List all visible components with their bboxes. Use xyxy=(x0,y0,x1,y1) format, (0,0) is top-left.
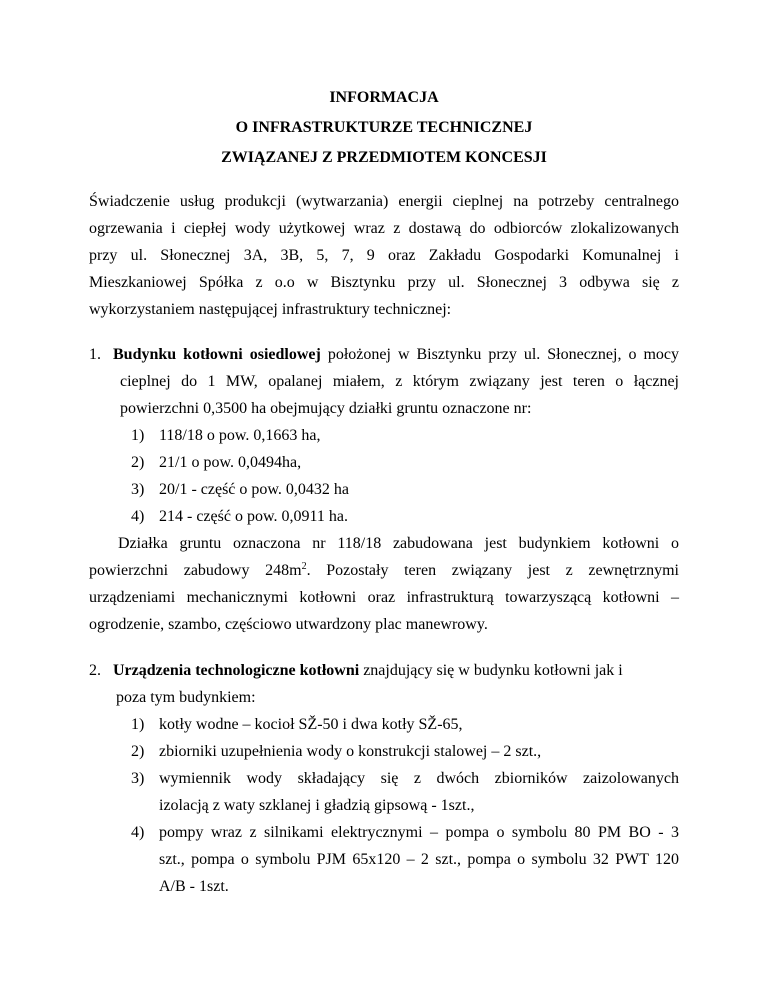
section-2-bold: Urządzenia technologiczne kotłowni xyxy=(113,662,360,679)
section-2-heading xyxy=(113,661,623,681)
s2-item-4-line-2: szt., pompa o symbolu PJM 65x120 – 2 szt., pompa o symbolu 32 PWT 120 xyxy=(159,851,679,868)
s1-item-4-number: 4) xyxy=(131,508,145,525)
s2-item-3-line-2: izolacją z waty szklanej i gładzią gipsową - 1szt., xyxy=(159,797,475,814)
intro-line-4: Mieszkaniowej Spółka z o.o w Bisztynku przy ul. Słonecznej 3 odbywa się z xyxy=(89,274,679,291)
s2-item-2-number: 2) xyxy=(131,743,145,760)
intro-line-5: wykorzystaniem następującej infrastruktury technicznej: xyxy=(89,301,452,318)
section-1-line-3: powierzchni 0,3500 ha obejmujący działki gruntu oznaczone nr: xyxy=(120,400,532,417)
intro-line-1: Świadczenie usług produkcji (wytwarzania) energii cieplnej na potrzeby centralnego xyxy=(89,193,679,210)
section-1-heading xyxy=(113,345,679,365)
s1-para-line-4: ogrodzenie, szambo, częściowo utwardzony plac manewrowy. xyxy=(89,616,488,633)
s1-item-1-text: 118/18 o pow. 0,1663 ha, xyxy=(159,427,321,444)
title-line-1: INFORMACJA xyxy=(329,89,439,106)
s1-item-3-text: 20/1 - część o pow. 0,0432 ha xyxy=(159,481,350,498)
section-1-number: 1. xyxy=(89,346,101,363)
s2-item-3-line-1: wymiennik wody składający się z dwóch zbiorników zaizolowanych xyxy=(159,770,679,787)
section-1-line-2: cieplnej do 1 MW, opalanej miałem, z którym związany jest teren o łącznej xyxy=(120,373,679,390)
s2-item-1-text: kotły wodne – kocioł SŽ-50 i dwa kotły SŽ-65, xyxy=(159,716,463,733)
s2-item-4-line-3: A/B - 1szt. xyxy=(159,878,229,895)
s2-item-2-text: zbiorniki uzupełnienia wody o konstrukcji stalowej – 2 szt., xyxy=(159,743,542,760)
s2-item-4-number: 4) xyxy=(131,824,145,841)
s1-para-line-3: urządzeniami mechanicznymi kotłowni oraz infrastrukturą towarzyszącą kotłowni – xyxy=(89,589,679,606)
section-2-line-2: poza tym budynkiem: xyxy=(116,689,256,706)
s2-item-3-number: 3) xyxy=(131,770,145,787)
intro-line-3: przy ul. Słonecznej 3A, 3B, 5, 7, 9 oraz Zakładu Gospodarki Komunalnej i xyxy=(89,247,679,264)
intro-line-2: ogrzewania i ciepłej wody użytkowej wraz z dostawą do odbiorców zlokalizowanych xyxy=(89,220,679,237)
s1-item-4-text: 214 - część o pow. 0,0911 ha. xyxy=(159,508,348,525)
s1-para-line-1: Działka gruntu oznaczona nr 118/18 zabudowana jest budynkiem kotłowni o xyxy=(118,535,679,552)
s1-para-line-2-pre: powierzchni zabudowy 248m xyxy=(89,562,302,579)
s1-item-1-number: 1) xyxy=(131,427,145,444)
s1-item-3-number: 3) xyxy=(131,481,145,498)
s2-item-4-line-1: pompy wraz z silnikami elektrycznymi – pompa o symbolu 80 PM BO - 3 xyxy=(159,824,679,841)
s2-item-1-number: 1) xyxy=(131,716,145,733)
s1-para-line-2-post: . Pozostały teren związany jest z zewnętrznymi xyxy=(306,562,680,579)
s1-item-2-text: 21/1 o pow. 0,0494ha, xyxy=(159,454,302,471)
title-line-2: O INFRASTRUKTURZE TECHNICZNEJ xyxy=(235,119,533,136)
section-1-heading-rest: położonej w Bisztynku przy ul. Słonecznej, o mocy xyxy=(320,346,679,363)
section-2-heading-rest: znajdujący się w budynku kotłowni jak i xyxy=(359,662,623,679)
section-2-number: 2. xyxy=(89,662,101,679)
section-1-bold: Budynku kotłowni osiedlowej xyxy=(113,346,321,363)
title-line-3: ZWIĄZANEJ Z PRZEDMIOTEM KONCESJI xyxy=(221,149,547,166)
s1-para-line-2 xyxy=(89,561,679,581)
s1-para-superscript: 2 xyxy=(301,561,307,572)
s1-item-2-number: 2) xyxy=(131,454,145,471)
